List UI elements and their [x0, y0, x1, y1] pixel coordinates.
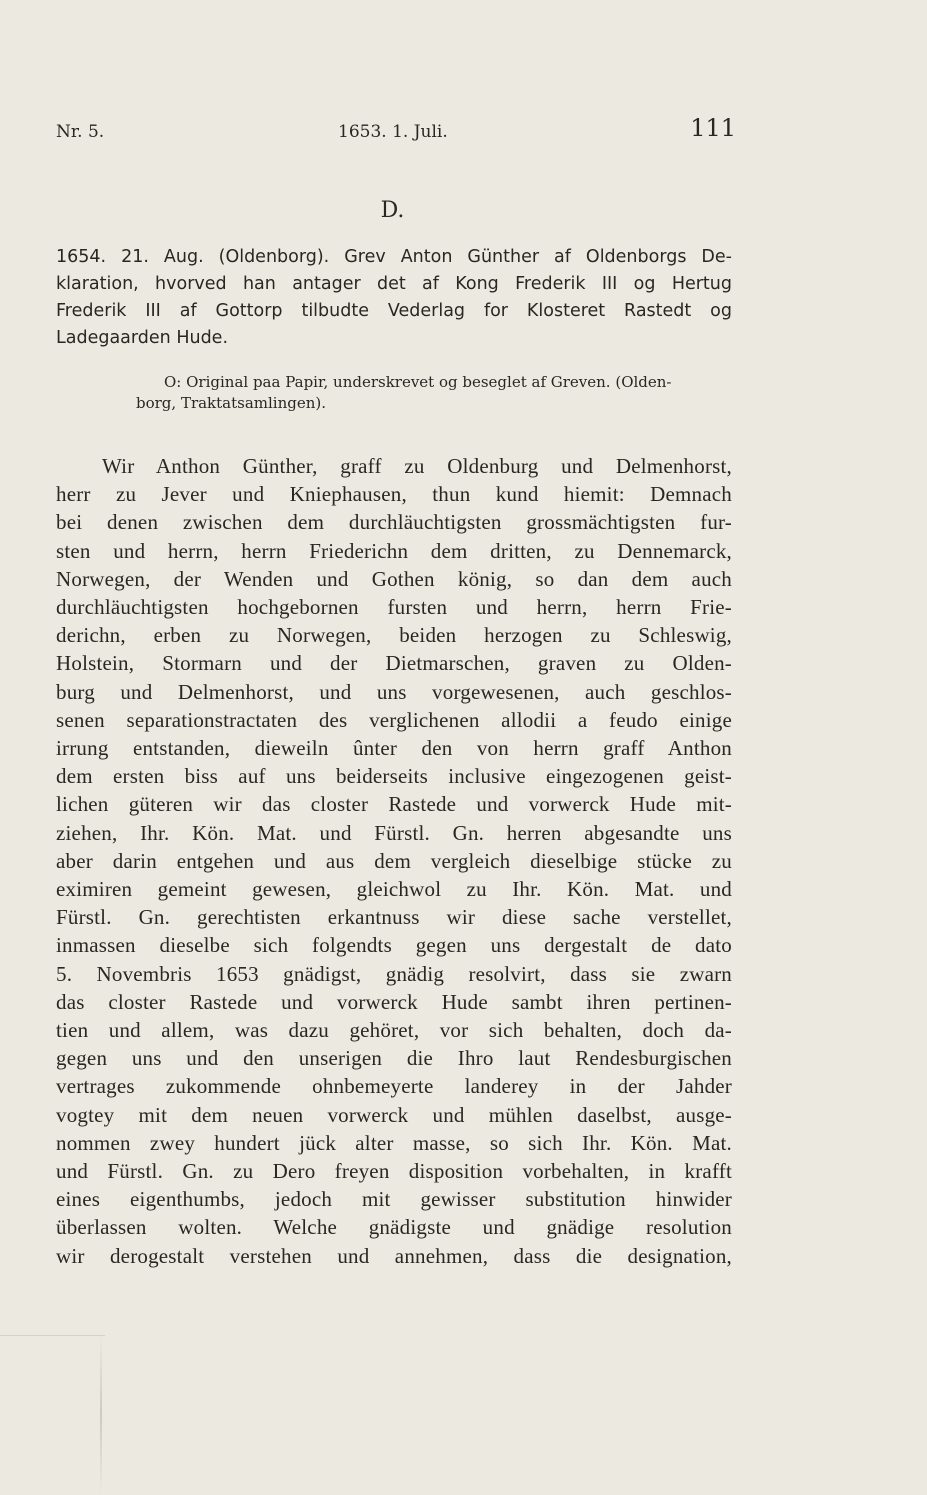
body-line: und Fürstl. Gn. zu Dero freyen disposition vorbehalten, in krafft: [56, 1159, 732, 1184]
body-line: Fürstl. Gn. gerechtisten erkantnuss wir diese sache verstellet,: [56, 905, 732, 930]
summary-line: Frederik III af Gottorp tilbudte Vederlag for Klosteret Rastedt og: [56, 301, 732, 321]
body-line: Wir Anthon Günther, graff zu Oldenburg und Delmenhorst,: [102, 454, 732, 478]
body-line: tien und allem, was dazu gehöret, vor sich behalten, doch da-: [56, 1018, 732, 1043]
body-line: dem ersten biss auf uns beiderseits inclusive eingezogenen geist-: [56, 764, 732, 789]
body-text: [56, 452, 732, 1270]
source-note-line: borg, Traktatsamlingen).: [136, 394, 327, 412]
running-head: [56, 112, 736, 148]
document-summary: [56, 244, 732, 352]
body-line: Holstein, Stormarn und der Dietmarschen, graven zu Olden-: [56, 651, 732, 676]
summary-line: klaration, hvorved han antager det af Kong Frederik III og Hertug: [56, 274, 732, 294]
body-line: 5. Novembris 1653 gnädigst, gnädig resolvirt, dass sie zwarn: [56, 961, 732, 986]
page-number: 111: [690, 114, 736, 142]
body-line: sten und herrn, herrn Friederichn dem dritten, zu Dennemarck,: [56, 538, 732, 563]
body-line: vogtey mit dem neuen vorwerck und mühlen daselbst, ausge-: [56, 1102, 732, 1127]
body-line: irrung entstanden, dieweiln ûnter den von herrn graff Anthon: [56, 736, 732, 761]
paper-crease: [100, 1335, 102, 1495]
source-note: [56, 372, 732, 414]
body-line: überlassen wolten. Welche gnädigste und gnädige resolution: [56, 1215, 732, 1240]
body-line: Norwegen, der Wenden und Gothen könig, so dan dem auch: [56, 566, 732, 591]
body-line: inmassen dieselbe sich folgendts gegen uns dergestalt de dato: [56, 933, 732, 958]
body-line: gegen uns und den unserigen die Ihro laut Rendesburgischen: [56, 1046, 732, 1071]
body-line: eines eigenthumbs, jedoch mit gewisser substitution hinwider: [56, 1187, 732, 1212]
body-line: eximiren gemeint gewesen, gleichwol zu Ihr. Kön. Mat. und: [56, 877, 732, 902]
body-line: burg und Delmenhorst, und uns vorgewesenen, auch geschlos-: [56, 679, 732, 704]
body-line: das closter Rastede und vorwerck Hude sambt ihren pertinen-: [56, 989, 732, 1014]
body-line: senen separationstractaten des verglichenen allodii a feudo einige: [56, 707, 732, 732]
body-line: herr zu Jever und Kniephausen, thun kund hiemit: Demnach: [56, 482, 732, 507]
summary-line: 1654. 21. Aug. (Oldenborg). Grev Anton Günther af Oldenborgs De-: [56, 247, 732, 267]
body-line: nommen zwey hundert jück alter masse, so sich Ihr. Kön. Mat.: [56, 1130, 732, 1155]
source-note-line: O: Original paa Papir, underskrevet og beseglet af Greven. (Olden-: [164, 373, 672, 391]
header-number: Nr. 5.: [56, 122, 105, 142]
summary-line: Ladegaarden Hude.: [56, 328, 229, 348]
body-line: bei denen zwischen dem durchläuchtigsten grossmächtigsten fur-: [56, 510, 732, 535]
body-line: aber darin entgehen und aus dem vergleich dieselbige stücke zu: [56, 848, 732, 873]
body-line: vertrages zukommende ohnbemeyerte landerey in der Jahder: [56, 1074, 732, 1099]
body-line: durchläuchtigsten hochgebornen fursten und herrn, herrn Frie-: [56, 595, 732, 620]
section-letter: D.: [380, 198, 405, 223]
header-date: 1653. 1. Juli.: [338, 122, 448, 142]
body-line: lichen güteren wir das closter Rastede und vorwerck Hude mit-: [56, 792, 732, 817]
body-line: ziehen, Ihr. Kön. Mat. und Fürstl. Gn. herren abgesandte uns: [56, 820, 732, 845]
body-line: derichn, erben zu Norwegen, beiden herzogen zu Schleswig,: [56, 623, 732, 648]
body-line: wir derogestalt verstehen und annehmen, dass die designation,: [56, 1243, 732, 1268]
paper-crease: [0, 1335, 105, 1336]
